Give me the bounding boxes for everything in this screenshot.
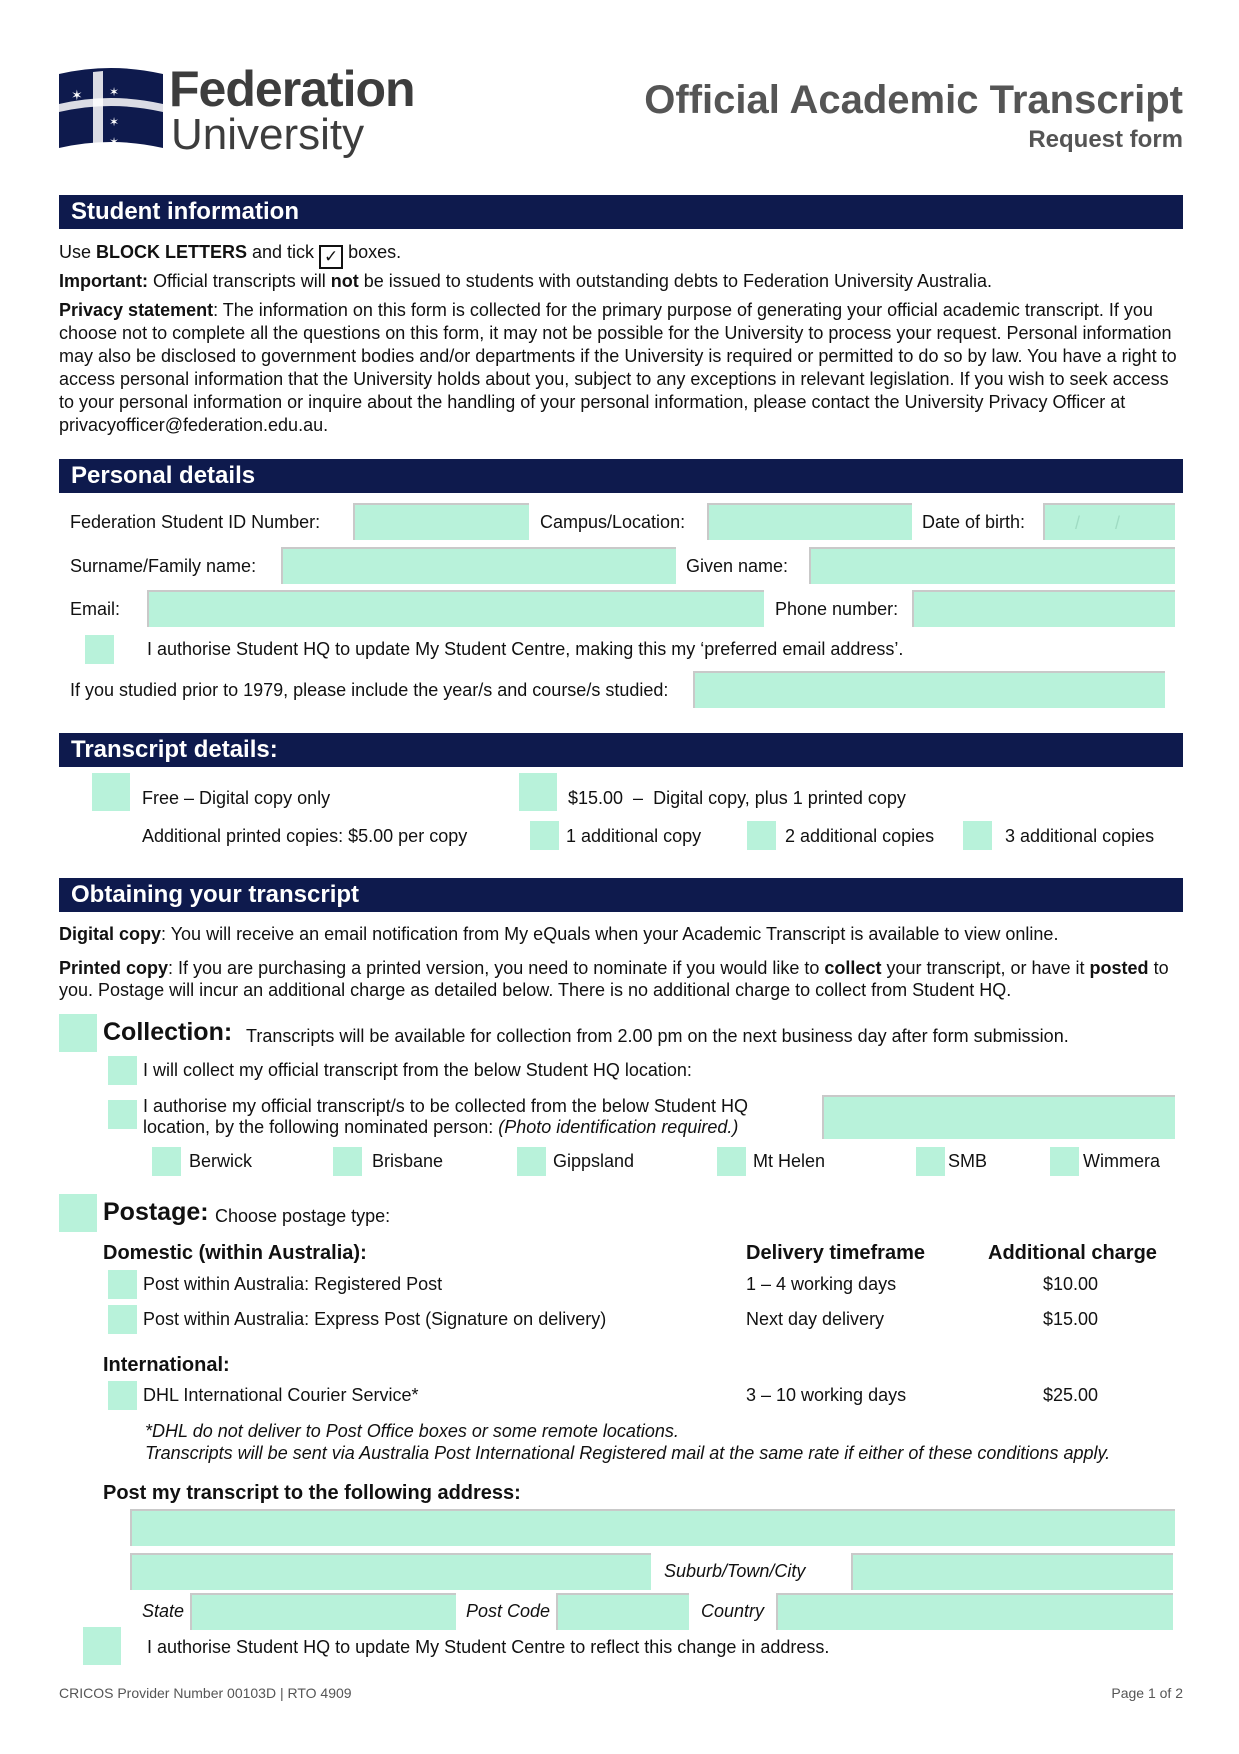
given-name-label: Given name: (686, 556, 789, 576)
free-digital-checkbox[interactable] (92, 773, 130, 811)
dhl-checkbox[interactable] (108, 1381, 137, 1410)
two-copies-checkbox[interactable] (747, 821, 776, 850)
domestic-heading: Domestic (within Australia): (103, 1242, 367, 1264)
three-copies-label: 3 additional copies (1005, 826, 1155, 846)
collection-info: Transcripts will be available for collection from 2.00 pm on the next business day after form submission. (246, 1026, 1069, 1046)
phone-field[interactable] (912, 590, 1175, 627)
dhl-charge: $25.00 (1043, 1385, 1099, 1405)
address-update-checkbox[interactable] (83, 1627, 121, 1665)
dob-label: Date of birth: (922, 512, 1026, 532)
page-title: Official Academic Transcript (644, 78, 1183, 122)
two-copies-label: 2 additional copies (785, 826, 935, 846)
section-obtaining-transcript: Obtaining your transcript (59, 878, 1183, 912)
campus-gippsland-checkbox[interactable] (517, 1147, 546, 1176)
campus-gippsland-label: Gippsland (553, 1151, 635, 1171)
page-subtitle: Request form (1028, 126, 1183, 153)
email-label: Email: (70, 599, 121, 619)
postage-title: Postage: (103, 1198, 209, 1226)
important-note: Important: Official transcripts will not be issued to students with outstanding debts to Federation University Australia. (59, 271, 993, 291)
timeframe-heading: Delivery timeframe (746, 1242, 925, 1264)
address-heading: Post my transcript to the following address: (103, 1482, 521, 1504)
given-name-field[interactable] (809, 547, 1175, 584)
paid-copy-checkbox[interactable] (519, 773, 557, 811)
dhl-label: DHL International Courier Service* (143, 1385, 419, 1405)
section-personal-details: Personal details (59, 459, 1183, 493)
svg-text:✶: ✶ (109, 85, 120, 99)
footer-page-number: Page 1 of 2 (1111, 1685, 1183, 1701)
collect-nominee-label-line1: I authorise my official transcript/s to be collected from the below Student HQ (143, 1096, 748, 1116)
dhl-note-2: Transcripts will be sent via Australia Post International Registered mail at the same rate if either of these conditions apply. (145, 1443, 1111, 1463)
svg-text:✶: ✶ (71, 88, 83, 104)
three-copies-checkbox[interactable] (963, 821, 992, 850)
campus-berwick-label: Berwick (189, 1151, 253, 1171)
section-student-information: Student information (59, 195, 1183, 229)
footer-cricos: CRICOS Provider Number 00103D | RTO 4909 (59, 1685, 352, 1701)
express-post-time: Next day delivery (746, 1309, 885, 1329)
collect-self-label: I will collect my official transcript from the below Student HQ location: (143, 1060, 692, 1080)
surname-label: Surname/Family name: (70, 556, 257, 576)
dob-field[interactable] (1043, 503, 1175, 540)
suburb-label: Suburb/Town/City (664, 1561, 806, 1581)
campus-brisbane-checkbox[interactable] (333, 1147, 362, 1176)
international-heading: International: (103, 1354, 230, 1376)
country-label: Country (701, 1601, 765, 1621)
collect-nominee-label-line2: location, by the following nominated person: (Photo identification required.) (143, 1117, 739, 1137)
address-line-field[interactable] (130, 1509, 1175, 1546)
express-post-checkbox[interactable] (108, 1305, 137, 1334)
postcode-field[interactable] (556, 1593, 689, 1630)
campus-berwick-checkbox[interactable] (152, 1147, 181, 1176)
campus-wimmera-checkbox[interactable] (1050, 1147, 1079, 1176)
phone-label: Phone number: (775, 599, 899, 619)
postage-checkbox[interactable] (59, 1194, 97, 1232)
prior-1979-field[interactable] (693, 671, 1165, 708)
free-digital-label: Free – Digital copy only (142, 788, 331, 808)
student-id-label: Federation Student ID Number: (70, 512, 321, 532)
block-letters-instruction: Use BLOCK LETTERS and tick ✓ boxes. (59, 241, 1183, 269)
campus-brisbane-label: Brisbane (372, 1151, 444, 1171)
collect-self-checkbox[interactable] (108, 1056, 137, 1085)
one-copy-label: 1 additional copy (566, 826, 702, 846)
privacy-statement: Privacy statement: The information on this form is collected for the primary purpose of generating your official academic transcript. If you choose not to complete all the questions on this form, it may not be possible for the University to process your request. Personal information may also be disclosed to government bodies and/or departments if the University is required or permitted to do so by law. You have a right to access personal information that the University holds about you, subject to any exceptions in relevant legislation. If you wish to seek access to your personal information or inquire about the handling of your personal information, please contact the University Privacy Officer at privacyofficer@federation.edu.au. (59, 300, 1177, 435)
state-label: State (142, 1601, 185, 1621)
registered-post-charge: $10.00 (1043, 1274, 1099, 1294)
campus-wimmera-label: Wimmera (1083, 1151, 1160, 1171)
collect-nominee-checkbox[interactable] (108, 1100, 137, 1129)
country-field[interactable] (776, 1593, 1173, 1630)
collection-title: Collection: (103, 1018, 233, 1046)
suburb-field[interactable] (851, 1553, 1173, 1590)
digital-copy-info: Digital copy: You will receive an email notification from My eQuals when your Academic Transcript is available to view online. (59, 924, 1059, 944)
address-update-label: I authorise Student HQ to update My Student Centre to reflect this change in address. (147, 1637, 830, 1657)
collection-checkbox[interactable] (59, 1014, 97, 1052)
svg-text:✶: ✶ (109, 135, 120, 149)
section-transcript-details: Transcript details: (59, 733, 1183, 767)
campus-field[interactable] (707, 503, 912, 540)
additional-copies-label: Additional printed copies: $5.00 per copy (142, 826, 468, 846)
prior-1979-label: If you studied prior to 1979, please include the year/s and course/s studied: (70, 680, 669, 700)
nominee-name-field[interactable] (822, 1095, 1175, 1139)
preferred-email-checkbox[interactable] (85, 635, 114, 664)
charge-heading: Additional charge (988, 1242, 1157, 1264)
campus-label: Campus/Location: (540, 512, 686, 532)
address-street-field[interactable] (130, 1553, 651, 1590)
registered-post-time: 1 – 4 working days (746, 1274, 897, 1294)
campus-mt-helen-label: Mt Helen (753, 1151, 826, 1171)
tick-box-icon: ✓ (319, 245, 343, 269)
postcode-label: Post Code (466, 1601, 551, 1621)
express-post-charge: $15.00 (1043, 1309, 1099, 1329)
email-field[interactable] (147, 590, 764, 627)
logo-word-university: University (171, 110, 365, 159)
logo-word-federation: Federation (169, 61, 415, 117)
postage-instruction: Choose postage type: (215, 1206, 391, 1226)
registered-post-label: Post within Australia: Registered Post (143, 1274, 443, 1294)
flag-icon (59, 68, 163, 154)
dob-separators: / / (1075, 513, 1121, 533)
campus-mt-helen-checkbox[interactable] (717, 1147, 746, 1176)
svg-text:✶: ✶ (109, 115, 120, 129)
campus-smb-label: SMB (948, 1151, 988, 1171)
dhl-note-1: *DHL do not deliver to Post Office boxes or some remote locations. (145, 1421, 679, 1441)
paid-copy-label: $15.00 – Digital copy, plus 1 printed copy (568, 788, 906, 808)
registered-post-checkbox[interactable] (108, 1270, 137, 1299)
express-post-label: Post within Australia: Express Post (Signature on delivery) (143, 1309, 607, 1329)
campus-smb-checkbox[interactable] (916, 1147, 945, 1176)
student-id-field[interactable] (353, 503, 529, 540)
dhl-time: 3 – 10 working days (746, 1385, 907, 1405)
state-field[interactable] (190, 1593, 456, 1630)
printed-copy-info: Printed copy: If you are purchasing a printed version, you need to nominate if you would like to collect your transcript, or have it posted to you. Postage will incur an additional charge as detailed below. There is no additional charge to collect from Student HQ. (59, 958, 1169, 1000)
preferred-email-label: I authorise Student HQ to update My Student Centre, making this my ‘preferred email address’. (147, 639, 904, 659)
federation-university-logo (59, 61, 419, 162)
one-copy-checkbox[interactable] (530, 821, 559, 850)
surname-field[interactable] (281, 547, 676, 584)
